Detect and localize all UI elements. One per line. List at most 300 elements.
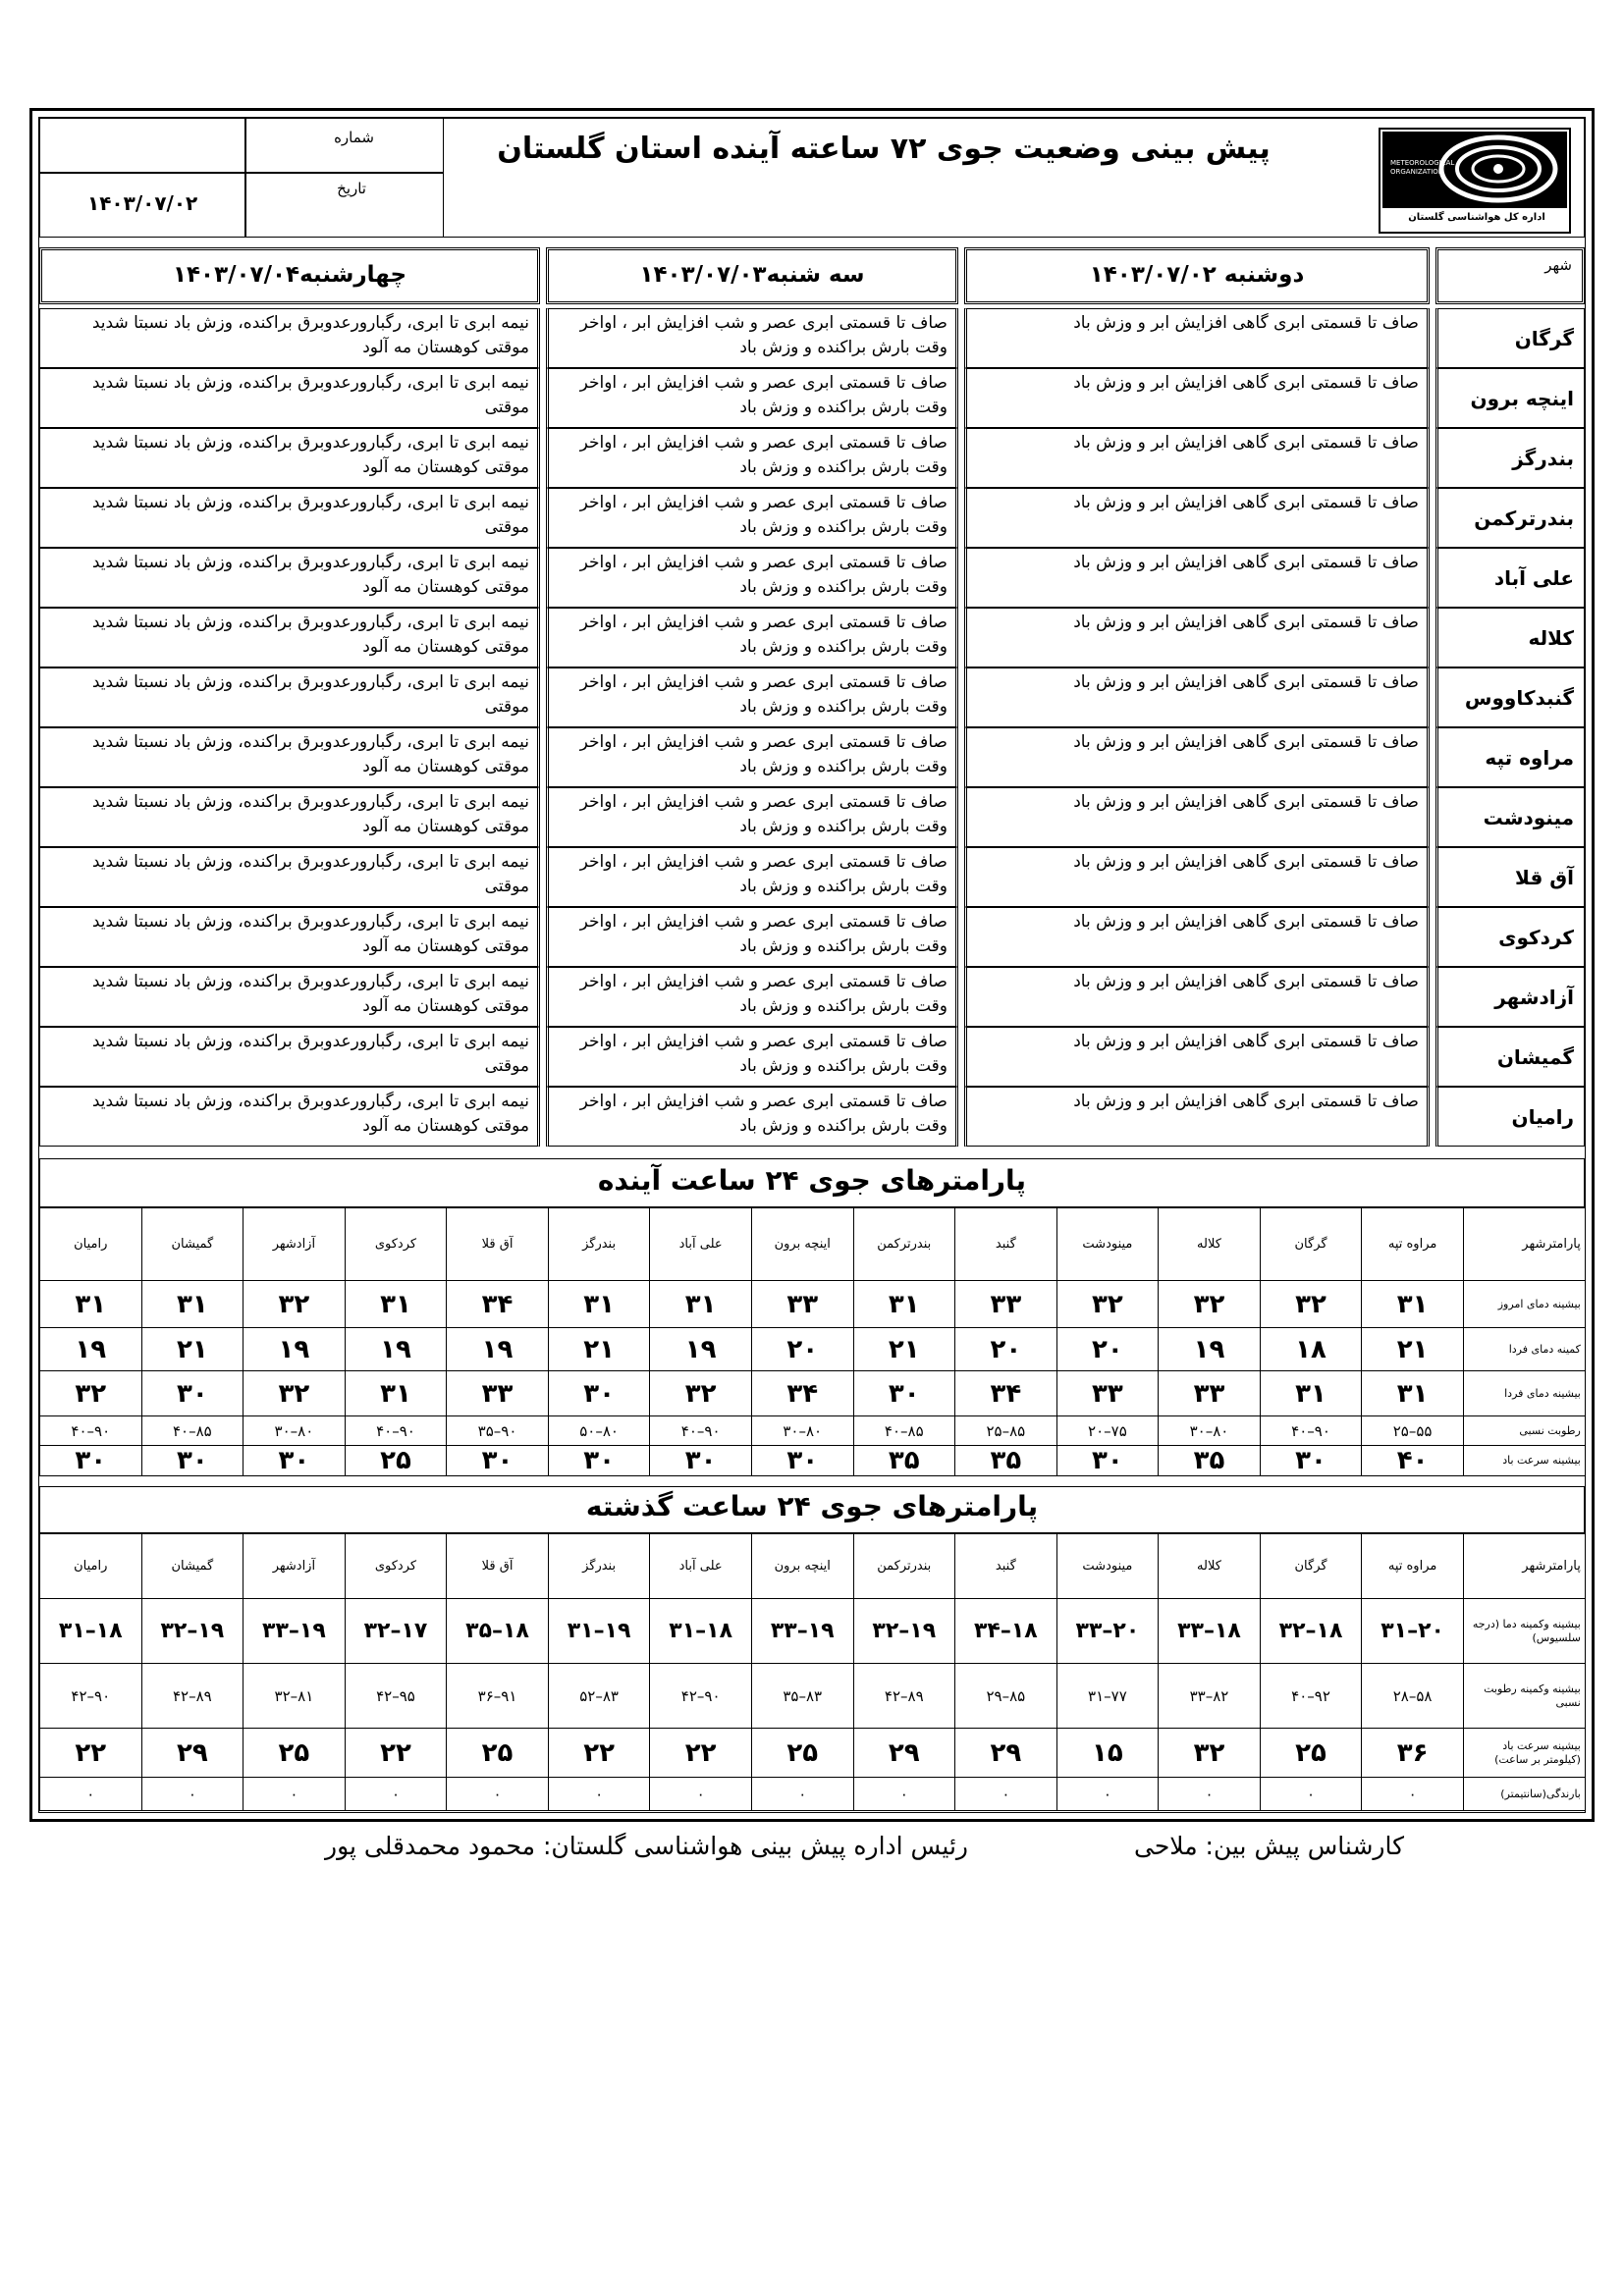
forecast-day1 xyxy=(964,1087,1430,1147)
forecast-city xyxy=(1435,667,1585,727)
past24-table xyxy=(39,1533,1586,1811)
forecast-day3-text: نیمه ابری تا ابری، رگبارورعدوبرق براکنده، وزش باد نسبتا شدید موقتی کوهستان مه آلود xyxy=(91,313,529,357)
forecast-day3-text: نیمه ابری تا ابری، رگبارورعدوبرق براکنده، وزش باد نسبتا شدید موقتی کوهستان مه آلود xyxy=(91,553,529,597)
param-city-header: گمیشان xyxy=(141,1534,244,1599)
param-value: ۲۵ xyxy=(244,1729,346,1778)
forecast-city xyxy=(1435,1027,1585,1087)
param-value: ۰ xyxy=(244,1778,346,1811)
forecast-day3-text: نیمه ابری تا ابری، رگبارورعدوبرق براکنده، وزش باد نسبتا شدید موقتی کوهستان مه آلود xyxy=(91,912,529,956)
param-city-header: آزادشهر xyxy=(244,1208,346,1281)
param-city-header: علی آباد xyxy=(650,1208,752,1281)
forecast-day1-text: صاف تا قسمتی ابری گاهی افزایش ابر و وزش باد xyxy=(1073,852,1419,872)
forecast-day3 xyxy=(39,667,540,727)
param-city-header: کردکوی xyxy=(345,1534,447,1599)
forecast-city-text: بندرترکمن xyxy=(1474,506,1574,530)
param-value: ۸۲–۳۳ xyxy=(1159,1664,1261,1729)
param-city-header: بندرگز xyxy=(548,1534,650,1599)
param-row xyxy=(40,1599,1586,1664)
param-value: ۸۱–۳۲ xyxy=(244,1664,346,1729)
param-value: ۳۱ xyxy=(548,1281,650,1328)
forecast-city xyxy=(1435,488,1585,548)
forecast-day1 xyxy=(964,667,1430,727)
param-value: ۳۴ xyxy=(751,1371,853,1416)
param-value: ۹۰–۴۰ xyxy=(650,1416,752,1446)
param-value: ۳۱ xyxy=(1362,1281,1464,1328)
param-value: ۳۰ xyxy=(1260,1446,1362,1476)
logo-caption: اداره کل هواشناسی گلستان xyxy=(1408,212,1545,223)
forecast-city xyxy=(1435,368,1585,428)
forecast-city-text: گمیشان xyxy=(1496,1044,1574,1069)
forecast-day2 xyxy=(546,368,958,428)
forecast-day2 xyxy=(546,787,958,847)
forecast-day3 xyxy=(39,907,540,967)
param-value: ۲۱ xyxy=(853,1328,955,1371)
param-row xyxy=(40,1371,1586,1416)
forecast-day3 xyxy=(39,308,540,368)
forecast-city-text: کلاله xyxy=(1528,625,1574,650)
param-city-header: کردکوی xyxy=(345,1208,447,1281)
forecast-day2 xyxy=(546,967,958,1027)
param-value: ۳۲ xyxy=(244,1371,346,1416)
param-value: ۵۵–۲۵ xyxy=(1362,1416,1464,1446)
param-row-label: بیشینه وکمینه دما (درجه سلسیوس) xyxy=(1463,1599,1585,1664)
date-label-cell xyxy=(245,173,444,238)
param-value: ۳۲ xyxy=(1159,1281,1261,1328)
department-head: رئیس اداره پیش بینی هواشناسی گلستان: محمود محمدقلی پور xyxy=(325,1832,968,1860)
param-city-header: بندرترکمن xyxy=(853,1534,955,1599)
param-value: ۹۲–۴۰ xyxy=(1260,1664,1362,1729)
param-value: ۳۱ xyxy=(40,1281,142,1328)
forecast-day1 xyxy=(964,608,1430,667)
param-value: ۲۲ xyxy=(650,1729,752,1778)
forecast-day1 xyxy=(964,907,1430,967)
param-value: ۱۹ xyxy=(447,1328,549,1371)
param-row xyxy=(40,1778,1586,1811)
param-value: ۳۰ xyxy=(40,1446,142,1476)
forecast-day2-text: صاف تا قسمتی ابری عصر و شب افزایش ابر ، اواخر وقت بارش براکنده و وزش باد xyxy=(579,1032,947,1076)
param-value: ۱۹–۳۲ xyxy=(853,1599,955,1664)
forecast-day1 xyxy=(964,488,1430,548)
day1-header: دوشنبه ۱۴۰۳/۰۷/۰۲ xyxy=(1089,262,1305,288)
forecast-city-text: مینودشت xyxy=(1483,805,1574,829)
forecast-day1 xyxy=(964,727,1430,787)
param-value: ۳۴ xyxy=(447,1281,549,1328)
param-city-header: کلاله xyxy=(1159,1208,1261,1281)
param-city-header: گرگان xyxy=(1260,1534,1362,1599)
param-value: ۳۰ xyxy=(751,1446,853,1476)
forecast-day1 xyxy=(964,428,1430,488)
param-value: ۷۷–۳۱ xyxy=(1056,1664,1159,1729)
param-header-row xyxy=(40,1208,1586,1281)
param-value: ۲۵ xyxy=(1260,1729,1362,1778)
forecast-day2-text: صاف تا قسمتی ابری عصر و شب افزایش ابر ، اواخر وقت بارش براکنده و وزش باد xyxy=(579,972,947,1016)
forecast-day2-text: صاف تا قسمتی ابری عصر و شب افزایش ابر ، اواخر وقت بارش براکنده و وزش باد xyxy=(579,672,947,717)
forecast-city-text: آزادشهر xyxy=(1494,985,1574,1009)
param-value: ۱۹ xyxy=(650,1328,752,1371)
forecast-day3-text: نیمه ابری تا ابری، رگبارورعدوبرق براکنده، وزش باد نسبتا شدید موقتی xyxy=(91,852,529,896)
param-city-header: بندرگز xyxy=(548,1208,650,1281)
param-value: ۲۰–۳۳ xyxy=(1056,1599,1159,1664)
forecast-day3-text: نیمه ابری تا ابری، رگبارورعدوبرق براکنده، وزش باد نسبتا شدید موقتی xyxy=(91,373,529,417)
forecast-day1 xyxy=(964,308,1430,368)
forecast-day2 xyxy=(546,727,958,787)
param-value: ۲۹ xyxy=(141,1729,244,1778)
param-value: ۱۸–۳۳ xyxy=(1159,1599,1261,1664)
param-value: ۹۰–۴۰ xyxy=(40,1416,142,1446)
param-value: ۳۲ xyxy=(244,1281,346,1328)
param-value: ۲۱ xyxy=(1362,1328,1464,1371)
param-value: ۸۳–۳۵ xyxy=(751,1664,853,1729)
param-header-row xyxy=(40,1534,1586,1599)
param-value: ۸۹–۴۲ xyxy=(853,1664,955,1729)
param-value: ۹۰–۴۲ xyxy=(40,1664,142,1729)
forecast-day2 xyxy=(546,847,958,907)
forecast-day2-text: صاف تا قسمتی ابری عصر و شب افزایش ابر ، اواخر وقت بارش براکنده و وزش باد xyxy=(579,553,947,597)
param-value: ۳۴ xyxy=(955,1371,1057,1416)
param-value: ۸۰–۳۰ xyxy=(751,1416,853,1446)
param-value: ۳۰ xyxy=(447,1446,549,1476)
param-value: ۳۳ xyxy=(1056,1371,1159,1416)
forecast-city-text: گنبدکاووس xyxy=(1464,685,1574,710)
forecast-day3-text: نیمه ابری تا ابری، رگبارورعدوبرق براکنده، وزش باد نسبتا شدید موقتی xyxy=(91,672,529,717)
forecast-day2 xyxy=(546,1087,958,1147)
param-city-header: مینودشت xyxy=(1056,1208,1159,1281)
param-city-header: اینچه برون xyxy=(751,1208,853,1281)
param-value: ۲۲ xyxy=(548,1729,650,1778)
past24-title: پارامترهای جوی ۲۴ ساعت گذشته xyxy=(585,1490,1039,1522)
param-value: ۹۰–۴۰ xyxy=(345,1416,447,1446)
forecast-city xyxy=(1435,967,1585,1027)
param-value: ۳۰ xyxy=(548,1371,650,1416)
forecast-day3-text: نیمه ابری تا ابری، رگبارورعدوبرق براکنده، وزش باد نسبتا شدید موقتی کوهستان مه آلود xyxy=(91,613,529,657)
param-value: ۸۵–۴۰ xyxy=(853,1416,955,1446)
param-value: ۱۸–۳۱ xyxy=(40,1599,142,1664)
param-value: ۲۵ xyxy=(345,1446,447,1476)
forecast-day3 xyxy=(39,1087,540,1147)
param-city-header: آزادشهر xyxy=(244,1534,346,1599)
forecast-city-text: علی آباد xyxy=(1493,565,1574,590)
param-value: ۸۰–۳۰ xyxy=(1159,1416,1261,1446)
param-row xyxy=(40,1729,1586,1778)
param-city-header: گنبد xyxy=(955,1534,1057,1599)
forecast-city-text: کردکوی xyxy=(1498,925,1574,949)
number-value-cell xyxy=(39,118,245,173)
param-city-header: اینچه برون xyxy=(751,1534,853,1599)
forecast-city xyxy=(1435,907,1585,967)
param-value: ۱۹–۳۱ xyxy=(548,1599,650,1664)
forecast-day3-text: نیمه ابری تا ابری، رگبارورعدوبرق براکنده، وزش باد نسبتا شدید موقتی کوهستان مه آلود xyxy=(91,433,529,477)
param-row xyxy=(40,1416,1586,1446)
param-value: ۳۱ xyxy=(650,1281,752,1328)
param-value: ۰ xyxy=(650,1778,752,1811)
param-value: ۳۵ xyxy=(1159,1446,1261,1476)
param-value: ۳۰ xyxy=(141,1371,244,1416)
param-value: ۳۵ xyxy=(955,1446,1057,1476)
param-row xyxy=(40,1328,1586,1371)
param-city-header: آق قلا xyxy=(447,1534,549,1599)
param-row xyxy=(40,1664,1586,1729)
forecast-day3 xyxy=(39,368,540,428)
day3-header-cell xyxy=(39,247,540,304)
param-value: ۲۱ xyxy=(548,1328,650,1371)
forecast-city-text: اینچه برون xyxy=(1470,386,1574,410)
param-value: ۳۲ xyxy=(40,1371,142,1416)
param-value: ۳۲ xyxy=(1056,1281,1159,1328)
param-value: ۱۸–۳۴ xyxy=(955,1599,1057,1664)
forecast-city xyxy=(1435,428,1585,488)
param-value: ۲۰–۳۱ xyxy=(1362,1599,1464,1664)
forecast-day1-text: صاف تا قسمتی ابری گاهی افزایش ابر و وزش باد xyxy=(1073,553,1419,572)
param-row-label: کمینه دمای فردا xyxy=(1463,1328,1585,1371)
param-corner: پارامترشهر xyxy=(1463,1534,1585,1599)
forecast-day2-text: صاف تا قسمتی ابری عصر و شب افزایش ابر ، اواخر وقت بارش براکنده و وزش باد xyxy=(579,912,947,956)
param-city-header: گرگان xyxy=(1260,1208,1362,1281)
param-row xyxy=(40,1281,1586,1328)
param-value: ۴۰ xyxy=(1362,1446,1464,1476)
param-value: ۲۰ xyxy=(1056,1328,1159,1371)
forecast-day3-text: نیمه ابری تا ابری، رگبارورعدوبرق براکنده، وزش باد نسبتا شدید موقتی کوهستان مه آلود xyxy=(91,972,529,1016)
param-value: ۲۵ xyxy=(447,1729,549,1778)
forecast-day1-text: صاف تا قسمتی ابری گاهی افزایش ابر و وزش باد xyxy=(1073,972,1419,991)
next24-table xyxy=(39,1207,1586,1476)
day1-header-cell xyxy=(964,247,1430,304)
param-value: ۳۰ xyxy=(650,1446,752,1476)
param-city-header: رامیان xyxy=(40,1534,142,1599)
forecast-city xyxy=(1435,787,1585,847)
param-value: ۳۱ xyxy=(853,1281,955,1328)
param-city-header: آق قلا xyxy=(447,1208,549,1281)
param-row-label: بیشینه وکمینه رطوبت نسبی xyxy=(1463,1664,1585,1729)
param-value: ۹۰–۴۲ xyxy=(650,1664,752,1729)
number-label-cell xyxy=(245,118,444,173)
param-value: ۳۳ xyxy=(955,1281,1057,1328)
param-value: ۸۹–۴۲ xyxy=(141,1664,244,1729)
param-value: ۰ xyxy=(447,1778,549,1811)
forecast-day3-text: نیمه ابری تا ابری، رگبارورعدوبرق براکنده، وزش باد نسبتا شدید موقتی کوهستان مه آلود xyxy=(91,792,529,836)
forecast-day1-text: صاف تا قسمتی ابری گاهی افزایش ابر و وزش باد xyxy=(1073,912,1419,932)
number-label: شماره xyxy=(334,129,374,146)
param-value: ۰ xyxy=(955,1778,1057,1811)
param-value: ۳۲ xyxy=(1159,1729,1261,1778)
param-value: ۰ xyxy=(1260,1778,1362,1811)
forecast-day1 xyxy=(964,787,1430,847)
param-value: ۲۹ xyxy=(955,1729,1057,1778)
param-value: ۱۸–۳۵ xyxy=(447,1599,549,1664)
date-value: ۱۴۰۳/۰۷/۰۲ xyxy=(87,191,198,215)
forecast-city-text: رامیان xyxy=(1511,1104,1574,1129)
forecast-day2 xyxy=(546,1027,958,1087)
forecast-city-text: گرگان xyxy=(1514,326,1574,350)
forecast-city xyxy=(1435,548,1585,608)
forecaster-name: کارشناس پیش بین: ملاحی xyxy=(1134,1832,1404,1860)
param-value: ۱۹ xyxy=(1159,1328,1261,1371)
param-value: ۳۰ xyxy=(141,1446,244,1476)
forecast-day3 xyxy=(39,428,540,488)
forecast-day2-text: صاف تا قسمتی ابری عصر و شب افزایش ابر ، اواخر وقت بارش براکنده و وزش باد xyxy=(579,1092,947,1136)
param-value: ۲۰ xyxy=(955,1328,1057,1371)
forecast-city xyxy=(1435,727,1585,787)
param-value: ۰ xyxy=(141,1778,244,1811)
param-value: ۸۰–۳۰ xyxy=(244,1416,346,1446)
param-city-header: مینودشت xyxy=(1056,1534,1159,1599)
param-value: ۱۸ xyxy=(1260,1328,1362,1371)
param-value: ۸۰–۵۰ xyxy=(548,1416,650,1446)
forecast-city xyxy=(1435,308,1585,368)
forecast-day3 xyxy=(39,787,540,847)
forecast-day2 xyxy=(546,907,958,967)
param-value: ۱۹–۳۳ xyxy=(244,1599,346,1664)
param-value: ۷۵–۲۰ xyxy=(1056,1416,1159,1446)
forecast-day1 xyxy=(964,847,1430,907)
day2-header-cell xyxy=(546,247,958,304)
param-value: ۳۱ xyxy=(345,1281,447,1328)
param-value: ۳۰ xyxy=(548,1446,650,1476)
param-value: ۲۰ xyxy=(751,1328,853,1371)
param-value: ۹۵–۴۲ xyxy=(345,1664,447,1729)
forecast-day1-text: صاف تا قسمتی ابری گاهی افزایش ابر و وزش باد xyxy=(1073,1032,1419,1051)
param-value: ۱۸–۳۱ xyxy=(650,1599,752,1664)
forecast-day1-text: صاف تا قسمتی ابری گاهی افزایش ابر و وزش باد xyxy=(1073,313,1419,333)
forecast-day2 xyxy=(546,488,958,548)
param-value: ۳۱ xyxy=(141,1281,244,1328)
param-value: ۰ xyxy=(345,1778,447,1811)
param-city-header: بندرترکمن xyxy=(853,1208,955,1281)
param-city-header: رامیان xyxy=(40,1208,142,1281)
forecast-day3-text: نیمه ابری تا ابری، رگبارورعدوبرق براکنده، وزش باد نسبتا شدید موقتی کوهستان مه آلود xyxy=(91,732,529,776)
forecast-city-text: آق قلا xyxy=(1515,865,1574,889)
param-value: ۹۰–۴۰ xyxy=(1260,1416,1362,1446)
forecast-day1 xyxy=(964,368,1430,428)
param-value: ۳۳ xyxy=(751,1281,853,1328)
param-value: ۳۶ xyxy=(1362,1729,1464,1778)
param-value: ۵۸–۲۸ xyxy=(1362,1664,1464,1729)
param-value: ۳۱ xyxy=(1362,1371,1464,1416)
param-value: ۰ xyxy=(853,1778,955,1811)
param-city-header: علی آباد xyxy=(650,1534,752,1599)
forecast-day2 xyxy=(546,548,958,608)
param-value: ۱۹ xyxy=(244,1328,346,1371)
forecast-city xyxy=(1435,608,1585,667)
param-value: ۱۸–۳۲ xyxy=(1260,1599,1362,1664)
param-corner: پارامترشهر xyxy=(1463,1208,1585,1281)
date-label: تاریخ xyxy=(337,180,366,197)
page-title: پیش بینی وضعیت جوی ۷۲ ساعته آینده استان گلستان xyxy=(497,132,1271,166)
forecast-day1-text: صاف تا قسمتی ابری گاهی افزایش ابر و وزش باد xyxy=(1073,373,1419,393)
forecast-day2 xyxy=(546,308,958,368)
forecast-day2-text: صاف تا قسمتی ابری عصر و شب افزایش ابر ، اواخر وقت بارش براکنده و وزش باد xyxy=(579,313,947,357)
param-value: ۸۵–۲۵ xyxy=(955,1416,1057,1446)
param-value: ۰ xyxy=(1362,1778,1464,1811)
forecast-day2-text: صاف تا قسمتی ابری عصر و شب افزایش ابر ، اواخر وقت بارش براکنده و وزش باد xyxy=(579,433,947,477)
param-city-header: مراوه تپه xyxy=(1362,1534,1464,1599)
forecast-day3-text: نیمه ابری تا ابری، رگبارورعدوبرق براکنده، وزش باد نسبتا شدید موقتی xyxy=(91,493,529,537)
param-value: ۳۳ xyxy=(447,1371,549,1416)
forecast-city-text: مراوه تپه xyxy=(1485,745,1574,770)
param-row-label: بیشینه دمای امروز xyxy=(1463,1281,1585,1328)
param-value: ۰ xyxy=(751,1778,853,1811)
param-value: ۳۰ xyxy=(853,1371,955,1416)
forecast-day2 xyxy=(546,667,958,727)
param-row-label: بارندگی(سانتیمتر) xyxy=(1463,1778,1585,1811)
param-value: ۲۱ xyxy=(141,1328,244,1371)
param-value: ۰ xyxy=(40,1778,142,1811)
city-header: شهر xyxy=(1544,256,1572,274)
forecast-day3 xyxy=(39,967,540,1027)
forecast-day2-text: صاف تا قسمتی ابری عصر و شب افزایش ابر ، اواخر وقت بارش براکنده و وزش باد xyxy=(579,792,947,836)
param-row xyxy=(40,1446,1586,1476)
forecast-day1-text: صاف تا قسمتی ابری گاهی افزایش ابر و وزش باد xyxy=(1073,1092,1419,1111)
param-value: ۰ xyxy=(548,1778,650,1811)
forecast-day3-text: نیمه ابری تا ابری، رگبارورعدوبرق براکنده، وزش باد نسبتا شدید موقتی کوهستان مه آلود xyxy=(91,1092,529,1136)
forecast-day2 xyxy=(546,608,958,667)
param-value: ۱۹–۳۳ xyxy=(751,1599,853,1664)
param-value: ۹۰–۳۵ xyxy=(447,1416,549,1446)
param-value: ۲۵ xyxy=(751,1729,853,1778)
forecast-day3 xyxy=(39,1027,540,1087)
param-value: ۱۷–۳۲ xyxy=(345,1599,447,1664)
date-value-cell xyxy=(39,173,245,238)
forecast-city xyxy=(1435,847,1585,907)
day2-header: سه شنبه۱۴۰۳/۰۷/۰۳ xyxy=(639,262,865,288)
param-value: ۲۲ xyxy=(40,1729,142,1778)
param-value: ۸۵–۲۹ xyxy=(955,1664,1057,1729)
param-city-header: گنبد xyxy=(955,1208,1057,1281)
param-value: ۳۰ xyxy=(244,1446,346,1476)
next24-title: پارامترهای جوی ۲۴ ساعت آینده xyxy=(597,1164,1027,1197)
forecast-day3 xyxy=(39,548,540,608)
forecast-city-text: بندرگز xyxy=(1512,446,1574,470)
param-value: ۳۵ xyxy=(853,1446,955,1476)
forecast-day1 xyxy=(964,967,1430,1027)
param-value: ۲۲ xyxy=(345,1729,447,1778)
param-city-header: مراوه تپه xyxy=(1362,1208,1464,1281)
param-value: ۸۳–۵۲ xyxy=(548,1664,650,1729)
forecast-day1-text: صاف تا قسمتی ابری گاهی افزایش ابر و وزش باد xyxy=(1073,792,1419,812)
forecast-day1 xyxy=(964,1027,1430,1087)
param-value: ۸۵–۴۰ xyxy=(141,1416,244,1446)
param-value: ۳۲ xyxy=(650,1371,752,1416)
forecast-day2 xyxy=(546,428,958,488)
day3-header: چهارشنبه۱۴۰۳/۰۷/۰۴ xyxy=(172,262,407,288)
forecast-day1-text: صاف تا قسمتی ابری گاهی افزایش ابر و وزش باد xyxy=(1073,672,1419,692)
city-header-cell xyxy=(1435,247,1585,304)
param-value: ۲۹ xyxy=(853,1729,955,1778)
organization-logo xyxy=(1379,128,1571,234)
param-value: ۳۰ xyxy=(1056,1446,1159,1476)
param-value: ۰ xyxy=(1056,1778,1159,1811)
param-row-label: رطوبت نسبی xyxy=(1463,1416,1585,1446)
forecast-day3 xyxy=(39,608,540,667)
param-row-label: بیشینه سرعت باد (کیلومتر بر ساعت) xyxy=(1463,1729,1585,1778)
forecast-day3-text: نیمه ابری تا ابری، رگبارورعدوبرق براکنده، وزش باد نسبتا شدید موقتی xyxy=(91,1032,529,1076)
forecast-day2-text: صاف تا قسمتی ابری عصر و شب افزایش ابر ، اواخر وقت بارش براکنده و وزش باد xyxy=(579,373,947,417)
forecast-day1 xyxy=(964,548,1430,608)
logo-org-en: METEOROLOGICAL ORGANIZATION xyxy=(1390,159,1455,176)
param-row-label: بیشینه دمای فردا xyxy=(1463,1371,1585,1416)
param-value: ۳۲ xyxy=(1260,1281,1362,1328)
forecast-day1-text: صاف تا قسمتی ابری گاهی افزایش ابر و وزش باد xyxy=(1073,433,1419,453)
param-value: ۹۱–۳۶ xyxy=(447,1664,549,1729)
param-value: ۱۹–۳۲ xyxy=(141,1599,244,1664)
forecast-day3 xyxy=(39,727,540,787)
param-row-label: بیشینه سرعت باد xyxy=(1463,1446,1585,1476)
param-value: ۱۵ xyxy=(1056,1729,1159,1778)
param-value: ۳۱ xyxy=(345,1371,447,1416)
param-value: ۰ xyxy=(1159,1778,1261,1811)
forecast-day1-text: صاف تا قسمتی ابری گاهی افزایش ابر و وزش باد xyxy=(1073,493,1419,512)
param-city-header: گمیشان xyxy=(141,1208,244,1281)
forecast-day2-text: صاف تا قسمتی ابری عصر و شب افزایش ابر ، اواخر وقت بارش براکنده و وزش باد xyxy=(579,852,947,896)
